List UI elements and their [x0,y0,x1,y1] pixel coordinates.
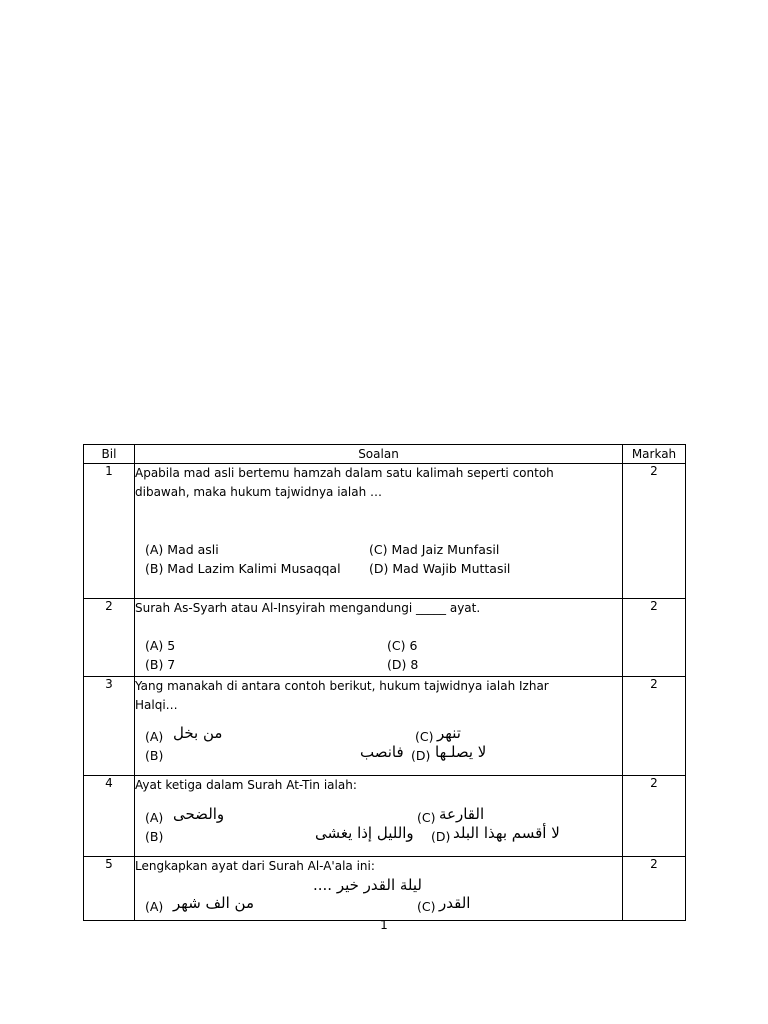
option-c-label: (C) [417,810,436,825]
question-mark: 2 [623,677,686,776]
header-bil: Bil [84,445,135,464]
header-markah: Markah [623,445,686,464]
question-text: Ayat ketiga dalam Surah At-Tin ialah: [135,778,357,792]
option-d-text: لا أقسم بهذا البلد [453,824,560,842]
option-a-text: من الف شهر [173,894,255,912]
option-b: (B) 7 [145,657,176,672]
table-header-row [84,445,686,464]
option-c-text: تنهر [437,724,461,742]
question-cell [135,857,623,921]
table-row [84,464,686,599]
option-b-label: (B) [145,829,164,844]
question-number: 3 [84,677,135,776]
question-text: Lengkapkan ayat dari Surah Al-A'ala ini: [135,859,375,873]
option-d: (D) 8 [387,657,419,672]
question-text: dibawah, maka hukum tajwidnya ialah … [135,485,383,499]
question-number: 5 [84,857,135,921]
option-a-label: (A) [145,899,164,914]
header-soalan: Soalan [135,445,623,464]
option-d-text: لا يصلـها [435,743,487,761]
table-row [84,677,686,776]
option-c-text: القارعة [439,805,485,823]
option-c-label: (C) [415,729,434,744]
option-a-text: من بخل [173,724,223,742]
option-d: (D) Mad Wajib Muttasil [369,561,511,576]
table-row [84,599,686,677]
question-number: 4 [84,776,135,857]
question-mark: 2 [623,599,686,677]
option-a: (A) 5 [145,638,176,653]
verse-text: ليلة القدر خير .... [313,876,422,894]
question-mark: 2 [623,857,686,921]
option-d-label: (D) [411,748,431,763]
table-row [84,776,686,857]
question-cell [135,776,623,857]
question-cell [135,464,623,599]
question-text: Halqi… [135,698,178,712]
option-b: (B) Mad Lazim Kalimi Musaqqal [145,561,341,576]
question-number: 2 [84,599,135,677]
option-c: (C) 6 [387,638,418,653]
question-text: Apabila mad asli bertemu hamzah dalam satu kalimah seperti contoh [135,466,554,480]
option-a-text: والضحى [173,805,225,823]
option-b-label: (B) [145,748,164,763]
option-a: (A) Mad asli [145,542,219,557]
question-number: 1 [84,464,135,599]
option-d-label: (D) [431,829,451,844]
table-row [84,857,686,921]
question-mark: 2 [623,464,686,599]
option-b-text: والليل إذا يغشى [315,824,414,842]
option-a-label: (A) [145,810,164,825]
option-a-label: (A) [145,729,164,744]
option-b-text: فانصب [360,743,404,761]
question-table [83,444,686,921]
question-cell [135,599,623,677]
page-number: 1 [380,918,388,932]
option-c-text: القدر [439,894,471,912]
option-c-label: (C) [417,899,436,914]
question-text: Yang manakah di antara contoh berikut, hukum tajwidnya ialah Izhar [135,679,549,693]
question-text: Surah As-Syarh atau Al-Insyirah mengandungi _____ ayat. [135,601,481,615]
question-cell [135,677,623,776]
option-c: (C) Mad Jaiz Munfasil [369,542,500,557]
question-mark: 2 [623,776,686,857]
